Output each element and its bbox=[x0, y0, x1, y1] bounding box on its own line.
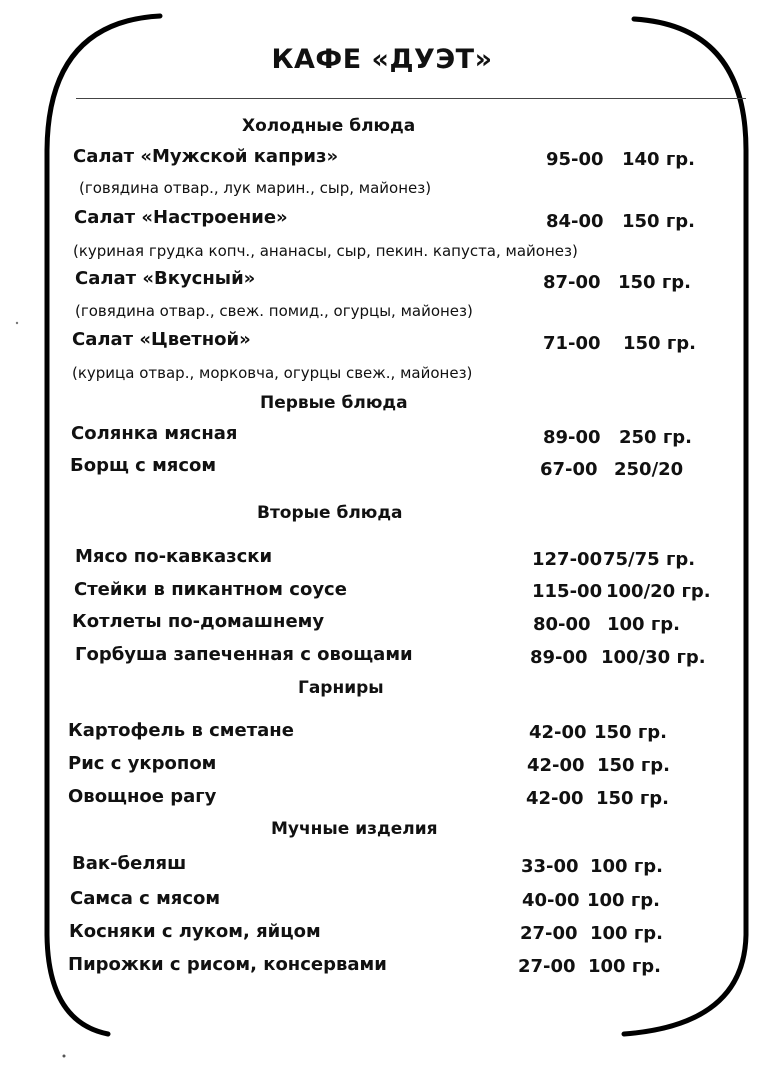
cafe-title: КАФЕ «ДУЭТ» bbox=[271, 44, 493, 75]
item-name: Салат «Мужской каприз» bbox=[73, 146, 339, 167]
item-weight: 100 гр. bbox=[590, 923, 663, 944]
item-price: 84-00 bbox=[546, 211, 604, 232]
stray-dot bbox=[63, 1055, 66, 1058]
item-weight: 250 гр. bbox=[619, 427, 692, 448]
item-price: 27-00 bbox=[520, 923, 578, 944]
item-price: 71-00 bbox=[543, 333, 601, 354]
item-weight: 100/30 гр. bbox=[601, 647, 706, 668]
item-weight: 150 гр. bbox=[618, 272, 691, 293]
item-weight: 75/75 гр. bbox=[603, 549, 696, 570]
item-price: 87-00 bbox=[543, 272, 601, 293]
item-name: Котлеты по-домашнему bbox=[72, 611, 325, 632]
item-name: Вак-беляш bbox=[72, 853, 187, 874]
item-name: Рис с укропом bbox=[68, 753, 217, 774]
item-name: Овощное рагу bbox=[68, 786, 217, 807]
item-name: Картофель в сметане bbox=[68, 720, 294, 741]
item-price: 42-00 bbox=[527, 755, 585, 776]
item-price: 40-00 bbox=[522, 890, 580, 911]
item-name: Салат «Настроение» bbox=[74, 207, 288, 228]
item-price: 127-00 bbox=[532, 549, 603, 570]
item-weight: 250/20 bbox=[614, 459, 684, 480]
section-flour-products: Мучные изделия bbox=[271, 819, 438, 839]
section-cold-dishes: Холодные блюда bbox=[242, 116, 416, 136]
item-weight: 150 гр. bbox=[597, 755, 670, 776]
item-name: Стейки в пикантном соусе bbox=[74, 579, 347, 600]
item-weight: 140 гр. bbox=[622, 149, 695, 170]
item-price: 42-00 bbox=[529, 722, 587, 743]
item-weight: 100/20 гр. bbox=[606, 581, 711, 602]
item-weight: 150 гр. bbox=[596, 788, 669, 809]
item-description: (говядина отвар., свеж. помид., огурцы, майонез) bbox=[75, 302, 473, 320]
item-name: Самса с мясом bbox=[70, 888, 221, 909]
section-second-courses: Вторые блюда bbox=[257, 503, 403, 523]
item-price: 115-00 bbox=[532, 581, 603, 602]
item-price: 33-00 bbox=[521, 856, 579, 877]
item-weight: 150 гр. bbox=[623, 333, 696, 354]
item-name: Пирожки с рисом, консервами bbox=[68, 954, 387, 975]
item-price: 27-00 bbox=[518, 956, 576, 977]
item-name: Солянка мясная bbox=[71, 423, 238, 444]
item-weight: 100 гр. bbox=[607, 614, 680, 635]
item-price: 80-00 bbox=[533, 614, 591, 635]
item-name: Салат «Вкусный» bbox=[75, 268, 256, 289]
item-description: (курица отвар., морковча, огурцы свеж., майонез) bbox=[72, 364, 473, 382]
item-price: 67-00 bbox=[540, 459, 598, 480]
item-name: Горбуша запеченная с овощами bbox=[75, 644, 413, 665]
item-description: (куриная грудка копч., ананасы, сыр, пекин. капуста, майонез) bbox=[73, 242, 578, 260]
item-weight: 150 гр. bbox=[622, 211, 695, 232]
item-name: Мясо по-кавказски bbox=[75, 546, 273, 567]
item-description: (говядина отвар., лук марин., сыр, майонез) bbox=[79, 179, 432, 197]
item-name: Борщ с мясом bbox=[70, 455, 217, 476]
item-price: 42-00 bbox=[526, 788, 584, 809]
item-name: Косняки с луком, яйцом bbox=[69, 921, 321, 942]
title-divider bbox=[76, 98, 746, 99]
stray-dot bbox=[16, 322, 18, 324]
item-name: Салат «Цветной» bbox=[72, 329, 251, 350]
section-first-courses: Первые блюда bbox=[260, 393, 408, 413]
section-garnish: Гарниры bbox=[298, 678, 384, 698]
item-price: 89-00 bbox=[530, 647, 588, 668]
item-price: 95-00 bbox=[546, 149, 604, 170]
item-weight: 100 гр. bbox=[587, 890, 660, 911]
item-weight: 150 гр. bbox=[594, 722, 667, 743]
item-price: 89-00 bbox=[543, 427, 601, 448]
item-weight: 100 гр. bbox=[590, 856, 663, 877]
item-weight: 100 гр. bbox=[588, 956, 661, 977]
